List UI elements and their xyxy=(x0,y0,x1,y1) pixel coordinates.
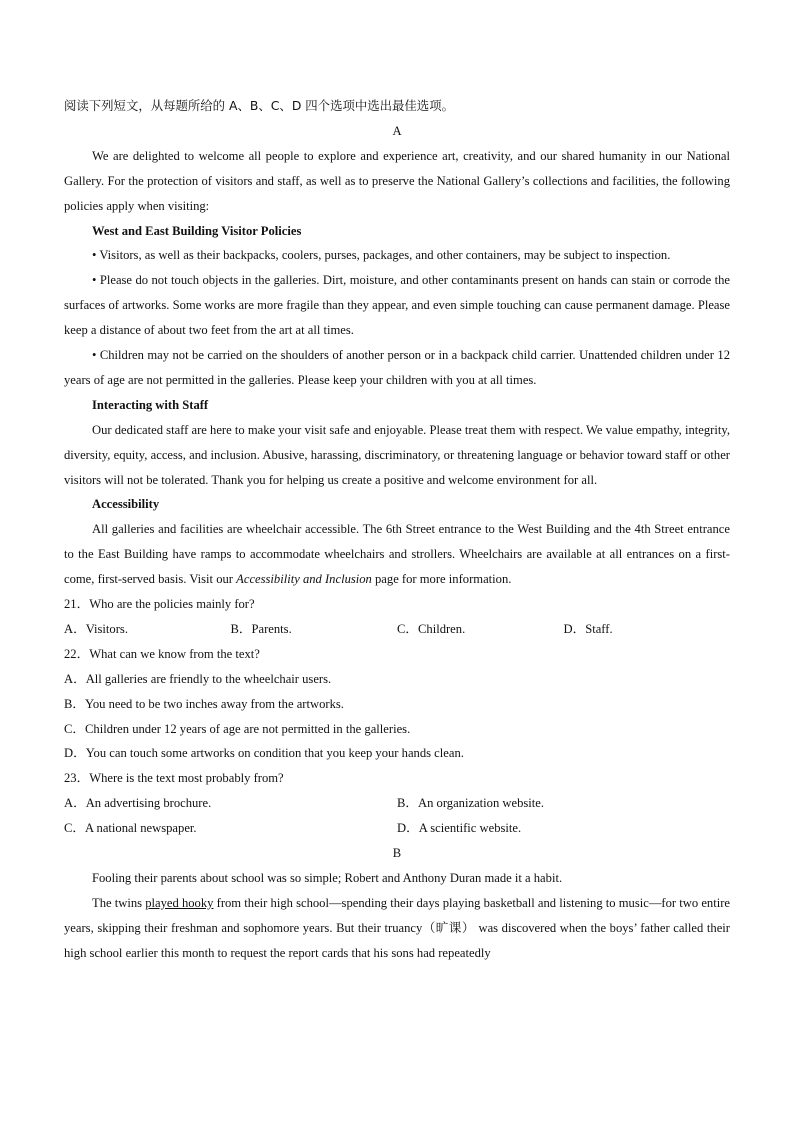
question-23-options-row-2 xyxy=(64,816,730,841)
passage-b-text-start: The twins xyxy=(92,895,146,910)
option-b: B．An organization website. xyxy=(397,796,545,811)
underlined-phrase: played hooky xyxy=(145,895,214,910)
section-heading-visitor-policies: West and East Building Visitor Policies xyxy=(92,223,302,238)
option-c: C．Children. xyxy=(397,621,466,636)
section-heading-accessibility: Accessibility xyxy=(92,497,160,512)
option-a: A．An advertising brochure. xyxy=(64,796,212,811)
option-d: D．You can touch some artworks on condition that you keep your hands clean. xyxy=(64,746,464,761)
question-21-stem: 21．Who are the policies mainly for? xyxy=(64,597,255,612)
option-a: A．All galleries are friendly to the wheelchair users. xyxy=(64,671,332,686)
passage-b-text-end: from their high school—spending their days playing basketball and listening to music—for two entire years, skipping their freshman and sophomore years. But their truancy（旷课） was discovered when the boys’ father called their high school earlier this month to request the report cards that his sons had repeatedly xyxy=(64,895,731,960)
option-d: D．Staff. xyxy=(563,621,613,636)
passage-a-intro: We are delighted to welcome all people to explore and experience art, creativity, and our shared humanity in our National Gallery. For the protection of visitors and staff, as well as to preserve the National Gallery’s collections and facilities, the following policies apply when visiting: xyxy=(64,148,730,213)
accessibility-text-start: All galleries and facilities are wheelchair accessible. The 6th Street entrance to the West Building and the 4th Street entrance to the East Building have ramps to accommodate wheelchairs and strollers. Wheelchairs are available at all entrances on a first-come, first-served basis. Visit our xyxy=(64,522,730,587)
staff-paragraph: Our dedicated staff are here to make your visit safe and enjoyable. Please treat them with respect. We value empathy, integrity, diversity, equity, access, and inclusion. Abusive, harassing, discriminatory, or threatening language or behavior toward staff or other visitors will not be tolerated. Thank you for helping us create a positive and welcome environment for all. xyxy=(64,422,730,487)
accessibility-page-title: Accessibility and Inclusion xyxy=(236,572,372,587)
question-23-options-row-1 xyxy=(64,791,730,816)
passage-b-paragraph-2 xyxy=(64,891,730,966)
question-22-stem: 22．What can we know from the text? xyxy=(64,646,260,661)
option-c: C．A national newspaper. xyxy=(64,821,197,836)
policy-bullet-children: • Children may not be carried on the shoulders of another person or in a backpack child carrier. Unattended children under 12 years of age are not permitted in the galleries. Please keep your children with you at all times. xyxy=(64,348,730,387)
passage-a-label: A xyxy=(392,123,402,138)
question-21-options xyxy=(64,617,730,642)
accessibility-paragraph xyxy=(64,517,730,592)
policy-bullet-no-touch: • Please do not touch objects in the galleries. Dirt, moisture, and other contaminants present on hands can stain or corrode the surfaces of artworks. Some works are more fragile than they appear, and even simple touching can cause permanent damage. Please keep a distance of about two feet from the art at all times. xyxy=(64,273,730,338)
passage-b-label: B xyxy=(392,845,402,860)
document-page xyxy=(64,94,730,965)
section-heading-staff: Interacting with Staff xyxy=(92,397,209,412)
option-d: D．A scientific website. xyxy=(397,821,522,836)
accessibility-text-end: page for more information. xyxy=(371,572,512,587)
option-b: B．You need to be two inches away from the artworks. xyxy=(64,696,344,711)
question-23-stem: 23．Where is the text most probably from? xyxy=(64,771,284,786)
option-c: C．Children under 12 years of age are not permitted in the galleries. xyxy=(64,721,411,736)
instruction-line: 阅读下列短文，从每题所给的 A、B、C、D 四个选项中选出最佳选项。 xyxy=(64,98,454,113)
option-a: A．Visitors. xyxy=(64,621,128,636)
option-b: B．Parents. xyxy=(230,621,292,636)
policy-bullet-inspection: • Visitors, as well as their backpacks, coolers, purses, packages, and other containers, may be subject to inspection. xyxy=(92,248,671,263)
passage-b-paragraph-1: Fooling their parents about school was so simple; Robert and Anthony Duran made it a habit. xyxy=(92,870,563,885)
